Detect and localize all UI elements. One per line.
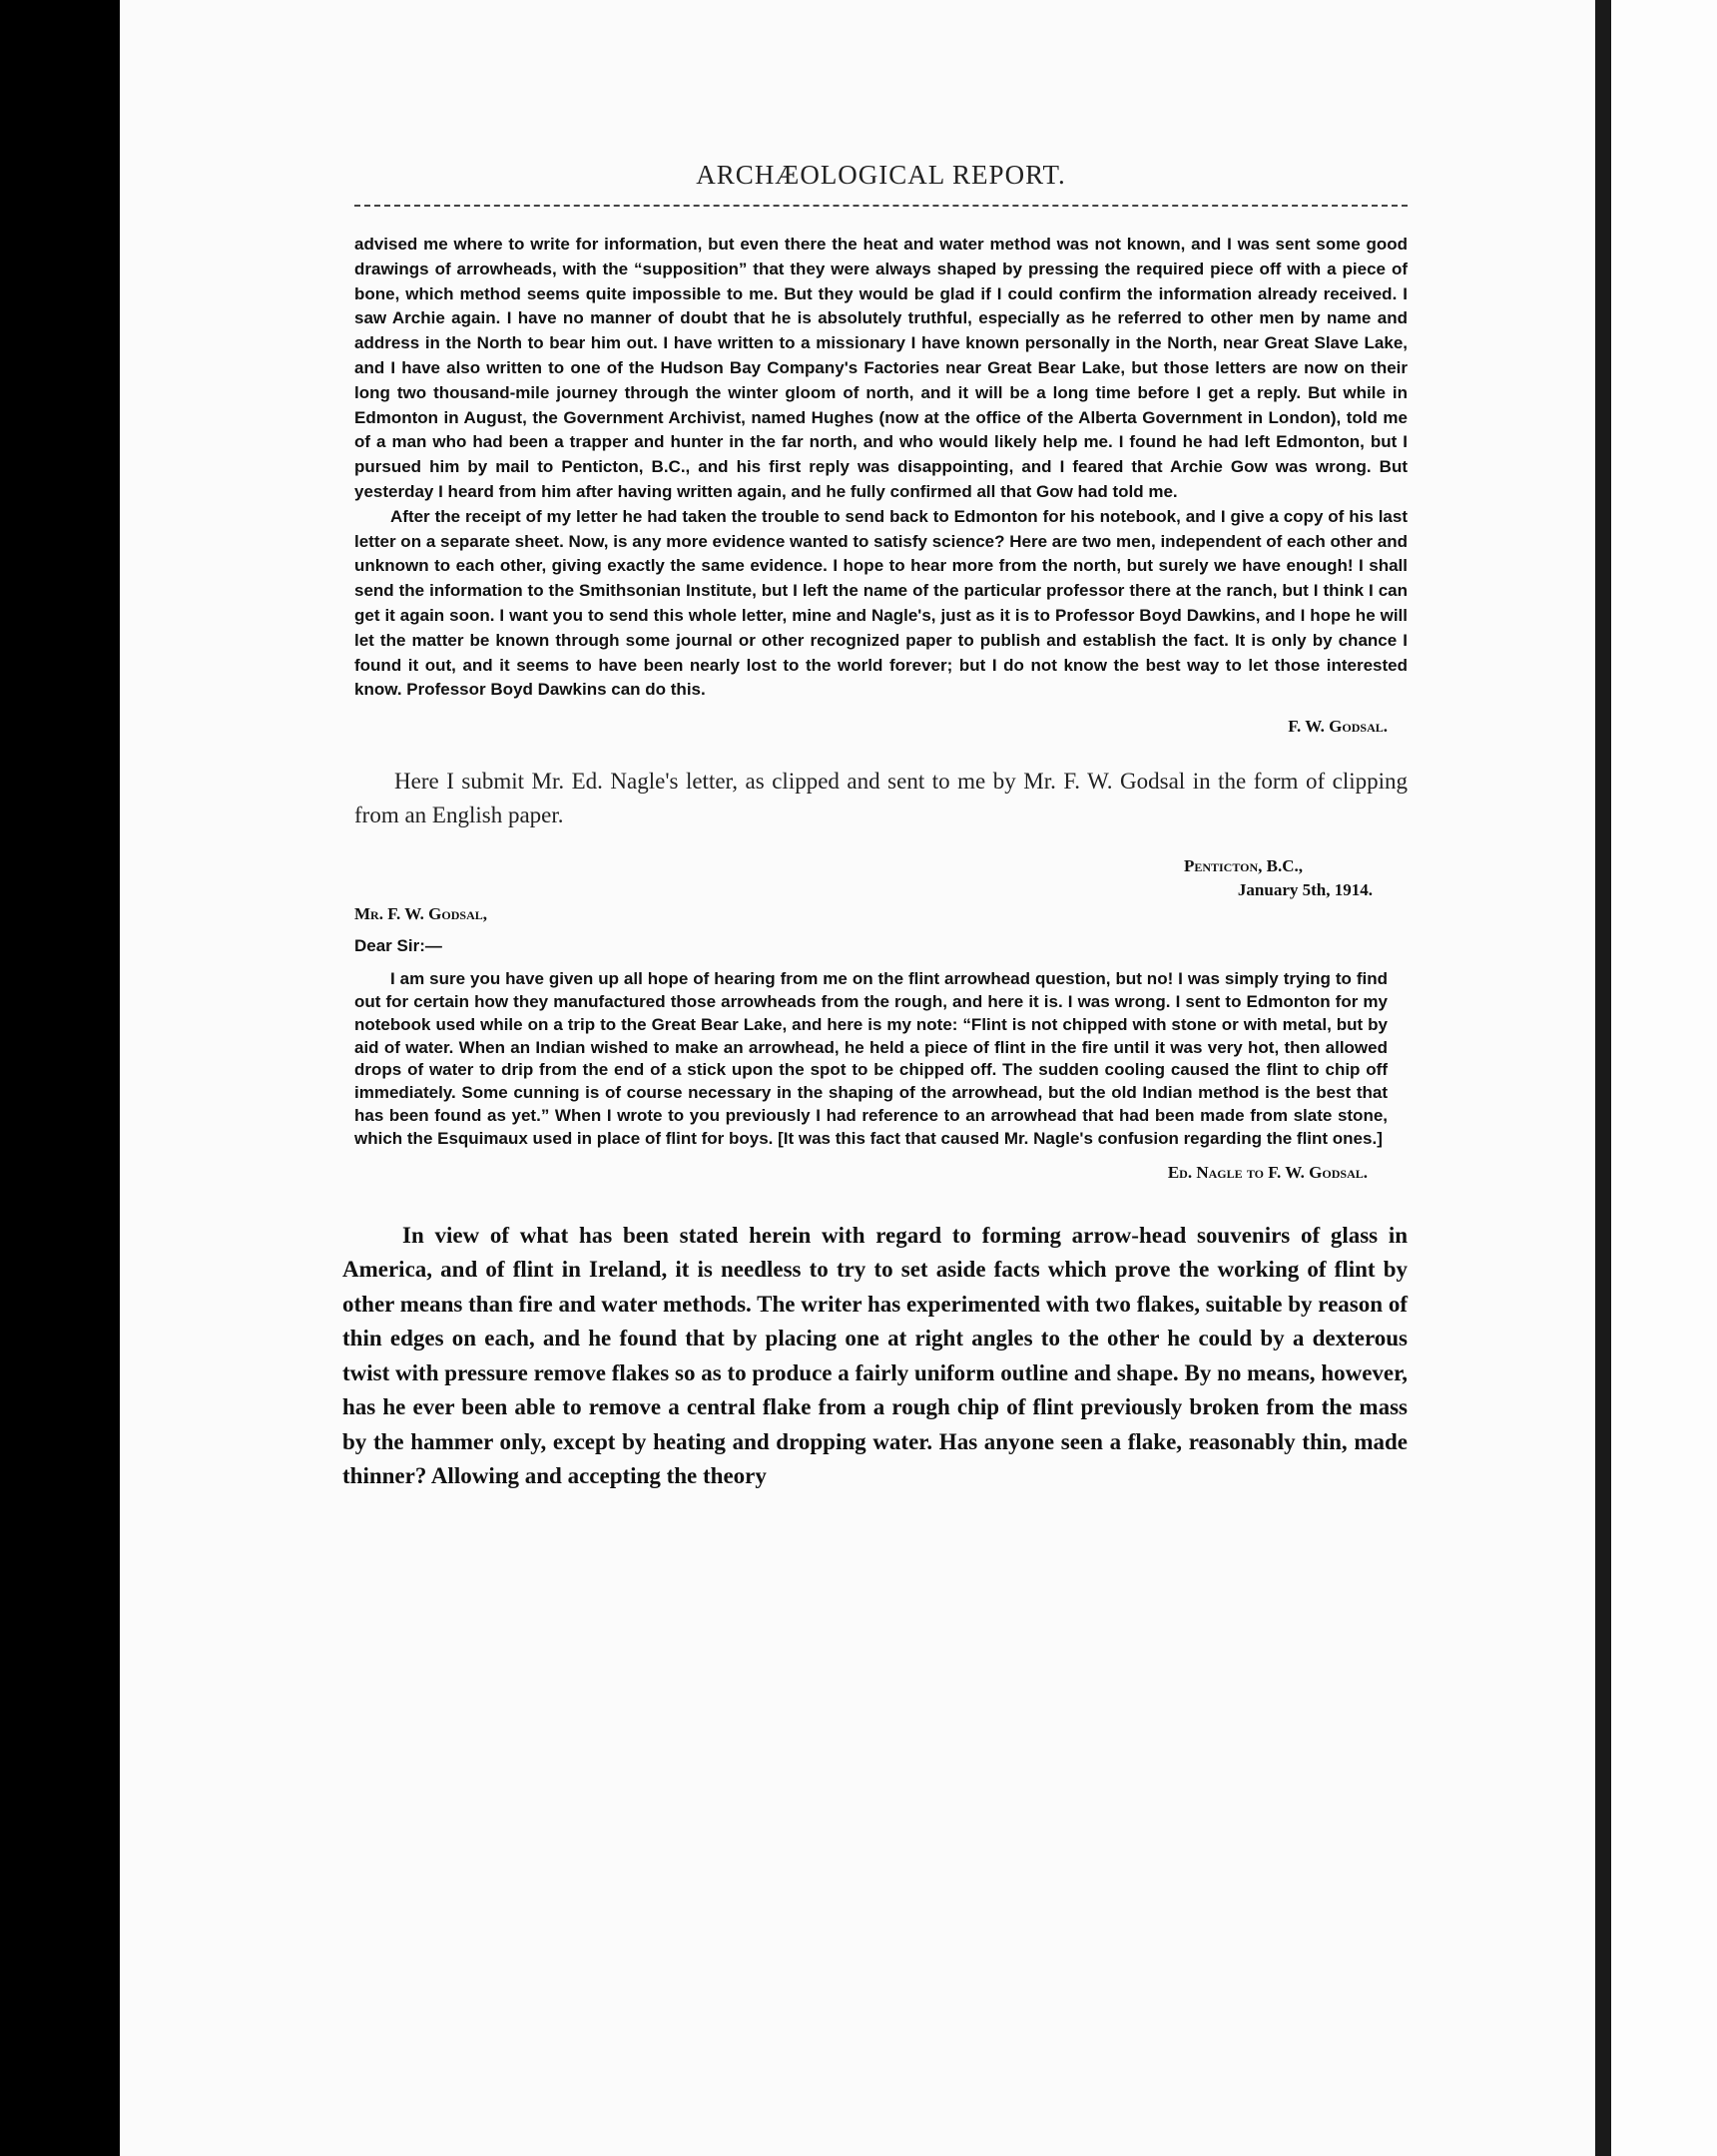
letter-date: January 5th, 1914.	[1237, 880, 1373, 900]
godsal-letter-paragraph-1: advised me where to write for information, but even there the heat and water method was not known, and I was sent some good drawings of arrowheads, with the “supposition” that they were always shaped by pressing the required piece off with a piece of bone, which method seems quite impossible to me. But they would be glad if I could confirm the information already received. I saw Archie again. I have no manner of doubt that he is absolutely truthful, especially as he referred to other men by name and address in the North to bear him out. I have written to a missionary I have known personally in the North, near Great Slave Lake, and I have also written to one of the Hudson Bay Company's Factories near Great Bear Lake, but those letters are now on their long two thousand-mile journey through the winter gloom of north, and it will be a long time before I get a reply. But while in Edmonton in August, the Government Archivist, named Hughes (now at the office of the Alberta Government in London), told me of a man who had been a trapper and hunter in the far north, and who would likely help me. I found he had left Edmonton, but I pursued him by mail to Penticton, B.C., and his first reply was disappointing, and I feared that Archie Gow was wrong. But yesterday I heard from him after having written again, and he fully confirmed all that Gow had told me.	[354, 235, 1408, 501]
godsal-letter-paragraph-2: After the receipt of my letter he had taken the trouble to send back to Edmonton for his notebook, and I give a copy of his last letter on a separate sheet. Now, is any more evidence wanted to satisfy science? Here are two men, independent of each other and unknown to each other, giving exactly the same evidence. I hope to hear more from the north, but surely we have enough! I shall send the information to the Smithsonian Institute, but I left the name of the particular professor there at the ranch, but I think I can get it again soon. I want you to send this whole letter, mine and Nagle's, just as it is to Professor Boyd Dawkins, and I hope he will let the matter be known through some journal or other recognized paper to publish and establish the fact. It is only by chance I found it out, and it seems to have been nearly lost to the world forever; but I do not know the best way to let those interested know. Professor Boyd Dawkins can do this.	[354, 506, 1408, 700]
letter-salutation: Dear Sir:—	[354, 936, 442, 956]
letter-place: Penticton, B.C.,	[1183, 856, 1303, 876]
running-head: ARCHÆOLOGICAL REPORT.	[696, 160, 1066, 190]
body-paragraph: In view of what has been stated herein with regard to forming arrow-head souvenirs of glass in America, and of flint in Ireland, it is needless to try to set aside facts which prove the working of flint by other means than fire and water methods. The writer has experimented with two flakes, suitable by reason of thin edges on each, and he found that by placing one at right angles to the other he could by a dexterous twist with pressure remove flakes so as to produce a fairly uniform outline and shape. By no means, however, has he ever been able to remove a central flake from a rough chip of flint previously broken from the mass by the hammer only, except by heating and dropping water. Has anyone seen a flake, reasonably thin, made thinner? Allowing and accepting the theory	[342, 1222, 1408, 1489]
facing-page-margin	[1611, 0, 1717, 2156]
nagle-letter-body: I am sure you have given up all hope of hearing from me on the flint arrowhead question, but no! I was simply trying to find out for certain how they manufactured those arrowheads from the rough, and here it is. I was wrong. I sent to Edmonton for my notebook used while on a trip to the Great Bear Lake, and here is my note: “Flint is not chipped with stone or with metal, but by aid of water. When an Indian wished to make an arrowhead, he held a piece of flint in the fire until it was very hot, then allowed drops of water to drip from the end of a stick upon the spot to be chipped off. The sudden cooling caused the flint to chip off immediately. Some cunning is of course necessary in the shaping of the arrowhead, but the old Indian method is the best that has been found as yet.” When I wrote to you previously I had reference to an arrowhead that had been made from slate stone, which the Esquimaux used in place of flint for boys. [It was this fact that caused Mr. Nagle's confusion regarding the flint ones.]	[354, 969, 1388, 1148]
intro-paragraph: Here I submit Mr. Ed. Nagle's letter, as clipped and sent to me by Mr. F. W. Godsal in the form of clipping from an English paper.	[354, 769, 1408, 828]
godsal-signature: F. W. Godsal.	[1288, 717, 1388, 737]
page-content	[342, 160, 1408, 1494]
page-edge-shadow	[1595, 0, 1611, 2156]
nagle-signature: Ed. Nagle to F. W. Godsal.	[1167, 1162, 1368, 1182]
letter-dateline	[354, 854, 1373, 902]
letter-addressee: Mr. F. W. Godsal,	[354, 904, 487, 924]
header-rule	[354, 205, 1408, 207]
